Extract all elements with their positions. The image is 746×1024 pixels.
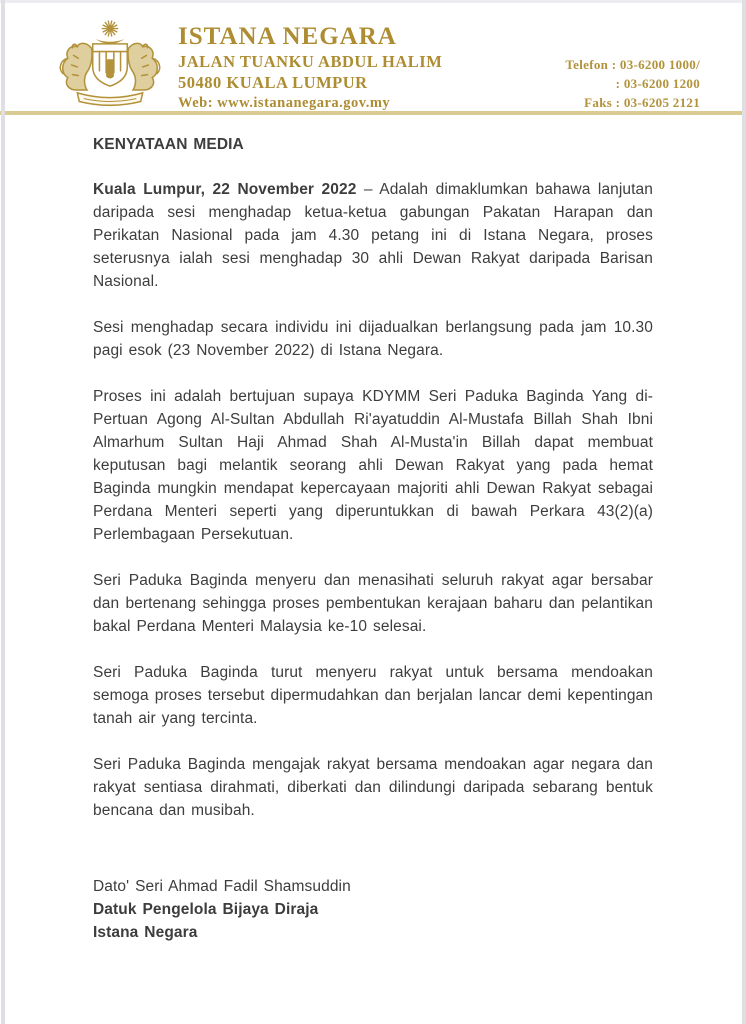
document-body	[0, 115, 746, 944]
scan-edge-right	[742, 0, 746, 1024]
letterhead-address-block	[178, 17, 442, 113]
malaysia-coat-of-arms-icon	[52, 17, 168, 113]
signature-title: Datuk Pengelola Bijaya Diraja	[93, 901, 319, 918]
document-heading: KENYATAAN MEDIA	[93, 136, 244, 153]
dateline: Kuala Lumpur, 22 November 2022	[93, 181, 357, 198]
signature-block	[93, 875, 653, 944]
faks-line: Faks : 03-6205 2121	[584, 95, 700, 110]
paragraph: Seri Paduka Baginda turut menyeru rakyat untuk bersama mendoakan semoga proses tersebut dipermudahkan dan berjalan lancar demi kepentingan tanah air yang tercinta.	[93, 664, 653, 727]
paragraph: Sesi menghadap secara individu ini dijadualkan berlangsung pada jam 10.30 pagi esok (23 November 2022) di Istana Negara.	[93, 319, 653, 359]
org-name: ISTANA NEGARA	[178, 23, 397, 50]
paragraph: Seri Paduka Baginda mengajak rakyat bersama mendoakan agar negara dan rakyat sentiasa dirahmati, diberkati dan dilindungi daripada sebarang bentuk bencana dan musibah.	[93, 756, 653, 819]
telefon-line2: : 03-6200 1200	[615, 76, 700, 91]
org-website: Web: www.istananegara.gov.my	[178, 95, 391, 111]
telefon-line1: Telefon : 03-6200 1000/	[565, 57, 700, 72]
letterhead-contact-block	[565, 17, 700, 112]
signature-name: Dato' Seri Ahmad Fadil Shamsuddin	[93, 878, 351, 895]
org-address-line2: 50480 KUALA LUMPUR	[178, 73, 368, 92]
letterhead	[0, 3, 746, 111]
paragraph-dateline-text: – Adalah dimaklumkan bahawa lanjutan daripada sesi menghadap ketua-ketua gabungan Pakatan Harapan dan Perikatan Nasional pada jam 4.30 petang ini di Istana Negara, proses seterusnya ialah sesi menghadap 30 ahli Dewan Rakyat daripada Barisan Nasional.	[93, 181, 653, 290]
paragraph-dateline	[93, 178, 653, 293]
org-address-line1: JALAN TUANKU ABDUL HALIM	[178, 52, 443, 71]
scan-edge-left	[1, 0, 5, 1024]
paragraph: Seri Paduka Baginda menyeru dan menasihati seluruh rakyat agar bersabar dan bertenang sehingga proses pembentukan kerajaan baharu dan pelantikan bakal Perdana Menteri Malaysia ke-10 selesai.	[93, 572, 653, 635]
paragraph: Proses ini adalah bertujuan supaya KDYMM Seri Paduka Baginda Yang di-Pertuan Agong Al-Sultan Abdullah Ri'ayatuddin Al-Mustafa Billah Shah Ibni Almarhum Sultan Haji Ahmad Shah Al-Musta'in Billah dapat membuat keputusan bagi melantik seorang ahli Dewan Rakyat yang pada hemat Baginda mungkin mendapat kepercayaan majoriti ahli Dewan Rakyat sebagai Perdana Menteri seperti yang diperuntukkan di bawah Perkara 43(2)(a) Perlembagaan Persekutuan.	[93, 388, 653, 543]
signature-organisation: Istana Negara	[93, 924, 198, 941]
